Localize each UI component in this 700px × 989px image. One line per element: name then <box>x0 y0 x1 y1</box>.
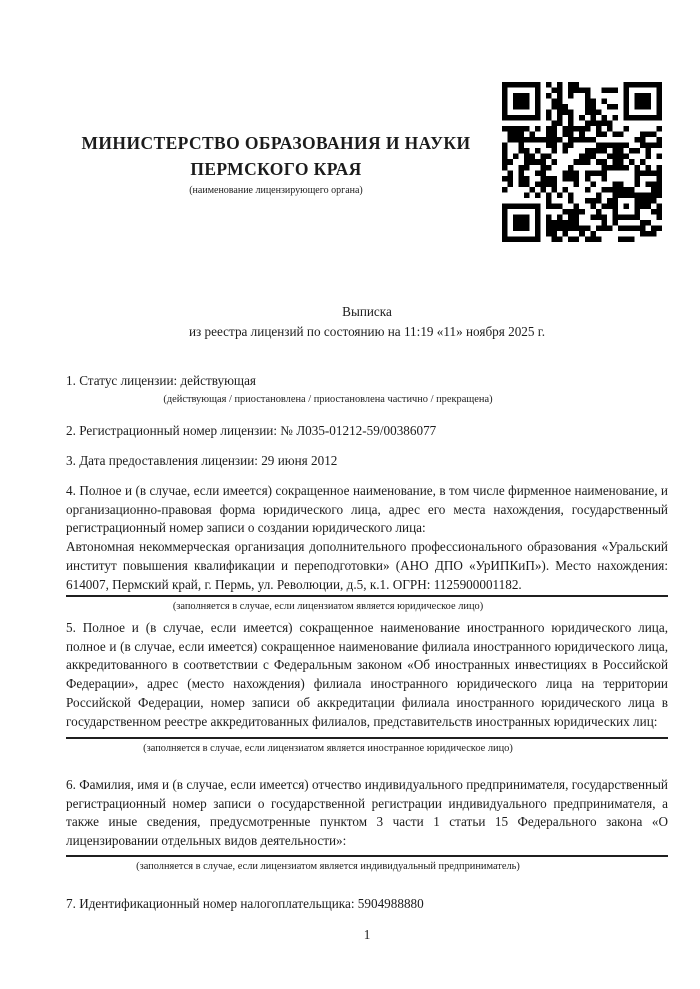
document-title-line1: Выписка <box>342 304 392 319</box>
entrepreneur-description: 6. Фамилия, имя и (в случае, если имеется) отчество индивидуального предпринимателя, государственный регистрационный номер записи о государственной регистрации индивидуального предпринимателя, а также иные сведения, предусмотренные пунктом 3 части 1 статьи 15 Федерального закона «О лицензировании отдельных видов деятельности»: <box>66 777 668 849</box>
legal-entity-value: Автономная некоммерческая организация дополнительного профессионального образования «Уральский институт повышения квалификации и переподготовки» (АНО ДПО «УрИПКиП»). Место нахождения: 614007, Пермский край, г. Пермь, ул. Революции, д.5, к.1. ОГРН: 1125900001182. <box>66 539 668 592</box>
registration-number-text: 2. Регистрационный номер лицензии: № Л035-01212-59/00386077 <box>66 423 437 438</box>
ministry-name-line1: МИНИСТЕРСТВО ОБРАЗОВАНИЯ И НАУКИ <box>81 133 471 153</box>
page-number: 1 <box>363 927 371 942</box>
ministry-name <box>38 130 514 182</box>
licensing-authority-caption: (наименование лицензирующего органа) <box>189 185 363 196</box>
legal-entity-caption: (заполняется в случае, если лицензиатом является юридическое лицо) <box>172 601 484 613</box>
entrepreneur-caption: (заполняется в случае, если лицензиатом является индивидуальный предприниматель) <box>136 860 520 872</box>
foreign-entity-caption: (заполняется в случае, если лицензиатом является иностранное юридическое лицо) <box>143 743 513 755</box>
license-status-text: 1. Статус лицензии: действующая <box>66 373 257 388</box>
ministry-name-line2: ПЕРМСКОГО КРАЯ <box>190 159 362 179</box>
qr-code-image <box>502 82 662 242</box>
item-3-license-date <box>66 452 668 471</box>
fill-line <box>66 855 668 857</box>
qr-code <box>502 82 662 242</box>
foreign-entity-description: 5. Полное и (в случае, если имеется) сокращенное наименование иностранного юридического лица, полное и (в случае, если имеется) сокращенное наименование филиала иностранного юридического лица, аккредитованного в соответствии с Федеральным законом «Об иностранных инвестициях в Российской Федерации», адрес (место нахождения) филиала иностранного юридического лица на территории Российской Федерации, номер записи об аккредитации филиала иностранного юридического лица в государственном реестре аккредитованных филиалов, представительств иностранных юридических лиц: <box>66 620 668 729</box>
item-4-legal-entity <box>66 482 668 613</box>
fill-line <box>66 595 668 597</box>
item-5-foreign-entity <box>66 619 668 755</box>
item-1-license-status <box>66 372 668 406</box>
ministry-header <box>38 130 514 197</box>
license-status-options-caption: (действующая / приостановлена / приостановлена частично / прекращена) <box>163 393 493 405</box>
license-date-text: 3. Дата предоставления лицензии: 29 июня 2012 <box>66 453 338 468</box>
legal-entity-description: 4. Полное и (в случае, если имеется) сокращенное наименование, в том числе фирменное наименование, и организационно-правовая форма юридического лица, адрес его места нахождения, государственный регистрационный номер записи о создании юридического лица: <box>66 483 668 536</box>
document-title-line2: из реестра лицензий по состоянию на 11:19 «11» ноября 2025 г. <box>188 324 546 339</box>
item-6-individual-entrepreneur <box>66 776 668 873</box>
fill-line <box>66 737 668 739</box>
item-2-registration-number <box>66 422 668 441</box>
item-7-taxpayer-number <box>66 895 668 914</box>
taxpayer-number-text: 7. Идентификационный номер налогоплательщика: 5904988880 <box>66 896 424 911</box>
document-title <box>66 302 668 342</box>
